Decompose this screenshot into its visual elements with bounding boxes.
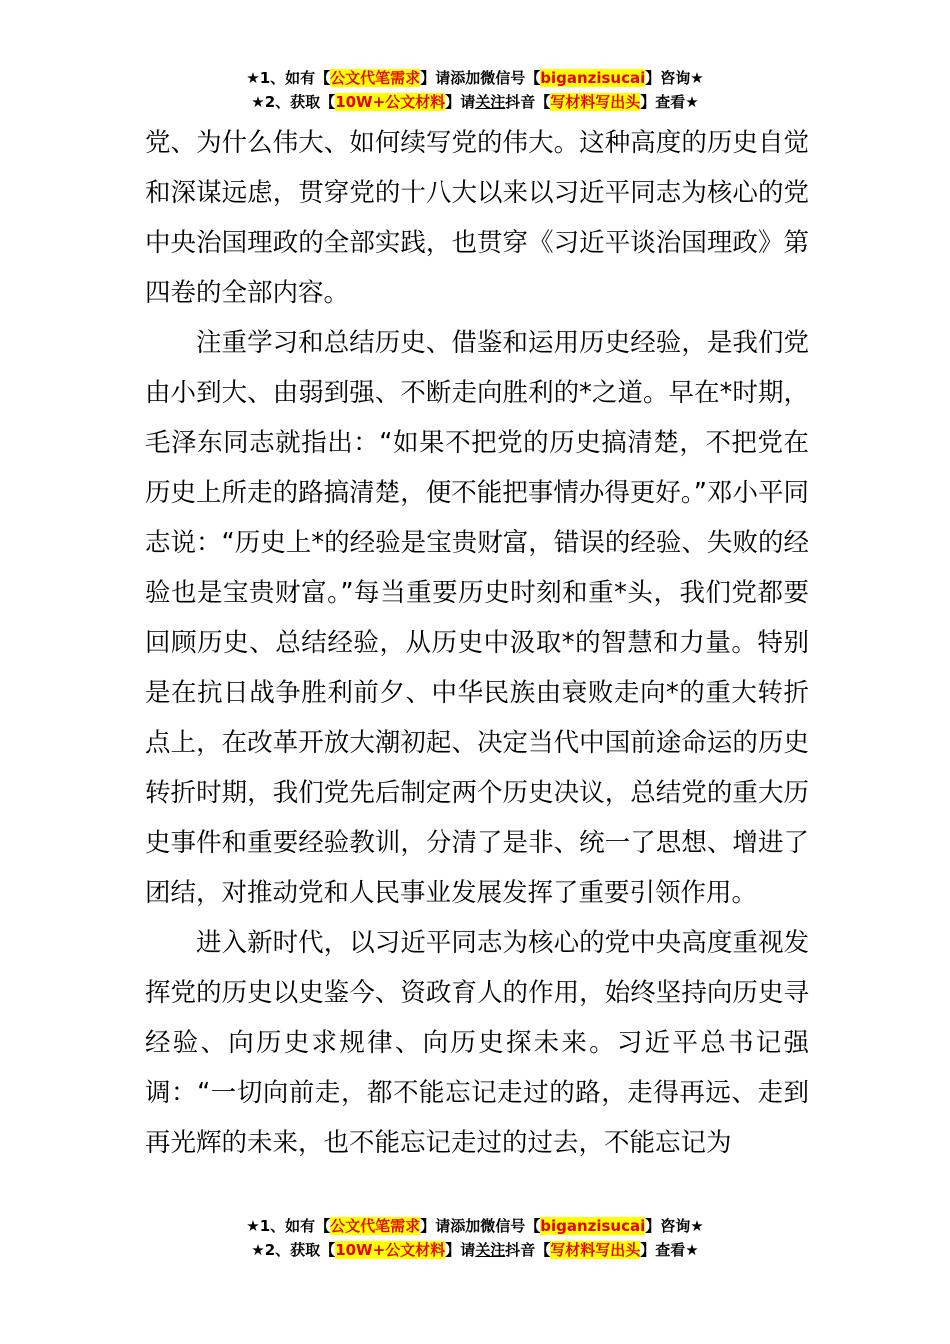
- promo-line-2: ★2、获取【10W+公文材料】请关注抖音【写材料写出头】查看★: [251, 1241, 699, 1259]
- highlight-douyin: 写材料写出头: [550, 93, 641, 111]
- promo-line-1: ★1、如有【公文代笔需求】请添加微信号【biganzisucai】咨询★: [246, 69, 704, 87]
- highlight-materials: 10W+公文材料: [335, 93, 446, 111]
- highlight-service: 公文代笔需求: [330, 1217, 421, 1235]
- promo-banner-top: [0, 66, 950, 114]
- promo-line-2: ★2、获取【10W+公文材料】请关注抖音【写材料写出头】查看★: [251, 93, 699, 111]
- paragraph-3: 进入新时代，以习近平同志为核心的党中央高度重视发挥党的历史以史鉴今、资政育人的作用，始终坚持向历史寻经验、向历史求规律、向历史探未来。习近平总书记强调：“一切向前走，都不能忘记走过的路，走得再远、走到再光辉的未来，也不能忘记走过的过去，不能忘记为: [145, 928, 809, 1158]
- highlight-wechat-id: biganzisucai: [540, 1217, 646, 1235]
- promo-line-1: ★1、如有【公文代笔需求】请添加微信号【biganzisucai】咨询★: [246, 1217, 704, 1235]
- document-body: [145, 118, 809, 1168]
- highlight-wechat-id: biganzisucai: [540, 69, 646, 87]
- highlight-materials: 10W+公文材料: [335, 1241, 446, 1259]
- paragraph-2: 注重学习和总结历史、借鉴和运用历史经验，是我们党由小到大、由弱到强、不断走向胜利的*之道。早在*时期，毛泽东同志就指出：“如果不把党的历史搞清楚，不把党在历史上所走的路搞清楚，便不能把事情办得更好。”邓小平同志说：“历史上*的经验是宝贵财富，错误的经验、失败的经验也是宝贵财富。”每当重要历史时刻和重*头，我们党都要回顾历史、总结经验，从历史中汲取*的智慧和力量。特别是在抗日战争胜利前夕、中华民族由衰败走向*的重大转折点上，在改革开放大潮初起、决定当代中国前途命运的历史转折时期，我们党先后制定两个历史决议，总结党的重大历史事件和重要经验教训，分清了是非、统一了思想、增进了团结，对推动党和人民事业发展发挥了重要引领作用。: [145, 328, 809, 908]
- highlight-douyin: 写材料写出头: [550, 1241, 641, 1259]
- paragraph-1: 党、为什么伟大、如何续写党的伟大。这种高度的历史自觉和深谋远虑，贯穿党的十八大以来以习近平同志为核心的党中央治国理政的全部实践，也贯穿《习近平谈治国理政》第四卷的全部内容。: [145, 128, 809, 308]
- highlight-service: 公文代笔需求: [330, 69, 421, 87]
- promo-banner-bottom: [0, 1214, 950, 1262]
